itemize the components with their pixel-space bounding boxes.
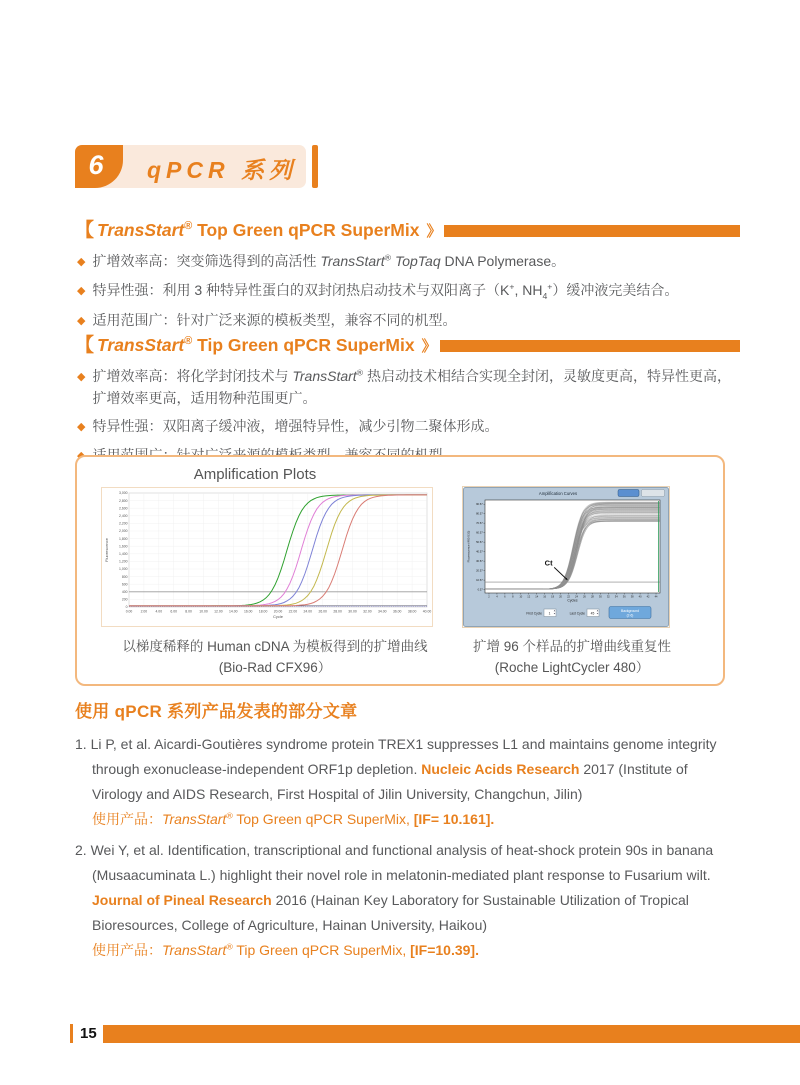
feature-item: [75, 366, 740, 409]
svg-text:26: 26: [582, 595, 586, 599]
svg-text:36.00: 36.00: [392, 609, 402, 614]
article-citation-2: 2. Wei Y, et al. Identification, transcriptional and functional analysis of heat-shock protein 90s in banana (Musaacuminata L.) highlight their novel role in melatonin-mediated plant response to Fusarium wilt. Journal of Pineal Research 2016 (Hainan Key Laboratory for Sustainable Utilization of Tropical Bioresources, College of Agriculture, Hainan University, Haikou): [75, 842, 714, 933]
svg-text:6.00: 6.00: [170, 609, 178, 614]
article-product-line-2: 使用产品：TransStart® Tip Green qPCR SuperMix, [IF=10.39].: [92, 941, 479, 958]
svg-text:16.00: 16.00: [243, 609, 253, 614]
svg-text:200: 200: [121, 597, 128, 602]
diamond-bullet-icon: ◆: [77, 371, 86, 383]
svg-text:50.57: 50.57: [476, 541, 483, 545]
feature-item: [75, 251, 740, 273]
svg-text:1: 1: [548, 611, 551, 616]
left-bracket-icon: 【: [75, 335, 95, 356]
svg-text:400: 400: [121, 590, 128, 594]
svg-text:0: 0: [125, 605, 128, 610]
svg-text:10: 10: [519, 595, 523, 599]
svg-text:2,400: 2,400: [119, 514, 128, 518]
feature-text: 扩增效率高：将化学封闭技术与 TransStart® 热启动技术相结合实现全封闭，灵敏度更高，特异性更高，扩增效率更高，适用物种范围更广。: [92, 367, 731, 406]
figure-box: [75, 455, 725, 686]
chevron-right-icon: 》: [426, 223, 442, 240]
svg-text:12.00: 12.00: [214, 609, 223, 614]
svg-text:40: 40: [638, 595, 642, 599]
lightcycler-chart: [462, 486, 670, 628]
svg-text:2.00: 2.00: [140, 609, 148, 614]
right-chart-caption: [458, 637, 686, 679]
svg-text:Cycles: Cycles: [567, 598, 578, 603]
svg-text:1,400: 1,400: [119, 552, 128, 556]
svg-text:30: 30: [598, 595, 602, 599]
caption-line: 扩增 96 个样品的扩增曲线重复性: [472, 639, 672, 654]
feature-text: 扩增效率高：突变筛选得到的高活性 TransStart® TopTaq DNA Polymerase。: [92, 252, 566, 269]
svg-text:32: 32: [606, 595, 610, 599]
svg-text:70.57: 70.57: [476, 522, 483, 526]
figure-title: Amplification Plots: [193, 466, 317, 483]
cfx96-chart: [101, 487, 433, 627]
svg-text:45: 45: [590, 611, 595, 616]
svg-text:22: 22: [567, 595, 570, 599]
page-number: 15: [80, 1025, 97, 1042]
svg-text:22.00: 22.00: [288, 609, 298, 614]
svg-text:18: 18: [551, 595, 555, 599]
svg-text:24.00: 24.00: [303, 609, 313, 614]
svg-text:0.57: 0.57: [477, 588, 483, 592]
svg-text:28: 28: [590, 595, 594, 599]
chapter-number-badge: 6: [75, 145, 123, 188]
diamond-bullet-icon: ◆: [77, 314, 86, 327]
cfx96-chart-svg: [102, 488, 432, 626]
svg-text:Last Cycle: Last Cycle: [569, 611, 585, 616]
feature-list: [75, 251, 740, 332]
feature-list: [75, 366, 740, 467]
caption-line: 以梯度稀释的 Human cDNA 为模板得到的扩增曲线: [122, 639, 428, 654]
svg-text:8: 8: [512, 595, 514, 599]
feature-item: [75, 280, 740, 303]
diamond-bullet-icon: ◆: [77, 421, 86, 434]
svg-text:36: 36: [622, 595, 626, 599]
articles-section: [75, 697, 739, 969]
svg-text:38.00: 38.00: [407, 609, 417, 614]
svg-text:1,000: 1,000: [119, 567, 128, 572]
svg-text:20.00: 20.00: [273, 609, 283, 614]
svg-text:34: 34: [614, 595, 618, 599]
svg-text:12: 12: [527, 595, 531, 599]
product-title: TransStart® Tip Green qPCR SuperMix: [97, 335, 415, 355]
svg-text:20.57: 20.57: [476, 569, 483, 573]
svg-text:6: 6: [504, 595, 506, 599]
chapter-banner-endbar: [312, 145, 318, 188]
svg-text:10.57: 10.57: [476, 579, 483, 583]
svg-text:2,800: 2,800: [119, 498, 128, 503]
svg-text:26.00: 26.00: [318, 609, 327, 614]
chapter-title: qPCR 系列: [147, 157, 297, 183]
product-title: TransStart® Top Green qPCR SuperMix: [97, 220, 420, 240]
product-section-tip-green: [75, 335, 740, 474]
svg-text:40.57: 40.57: [476, 550, 483, 554]
svg-text:(2-6): (2-6): [626, 613, 634, 618]
diamond-bullet-icon: ◆: [77, 284, 86, 297]
svg-text:30.57: 30.57: [476, 560, 483, 564]
svg-text:2,600: 2,600: [119, 506, 128, 511]
header-bar: [440, 340, 740, 352]
svg-text:1,200: 1,200: [119, 559, 128, 564]
svg-text:1,800: 1,800: [119, 536, 128, 541]
svg-text:14: 14: [535, 595, 539, 599]
chapter-banner: [75, 145, 318, 188]
svg-text:3,000: 3,000: [119, 491, 128, 496]
svg-text:24: 24: [575, 595, 578, 599]
svg-text:600: 600: [121, 582, 128, 587]
svg-text:90.57: 90.57: [476, 503, 483, 507]
svg-text:18.00: 18.00: [258, 609, 268, 614]
feature-item: [75, 310, 740, 332]
svg-text:2: 2: [488, 595, 490, 599]
svg-text:Background: Background: [620, 608, 640, 613]
articles-heading: 使用 qPCR 系列产品发表的部分文章: [75, 702, 358, 721]
svg-text:Amplification Curves: Amplification Curves: [538, 491, 578, 496]
svg-text:80.57: 80.57: [476, 512, 483, 516]
svg-text:4: 4: [496, 595, 498, 599]
svg-text:10.00: 10.00: [199, 609, 208, 614]
svg-text:34.00: 34.00: [378, 609, 387, 614]
article-citation-1: 1. Li P, et al. Aicardi-Goutières syndrome protein TREX1 suppresses L1 and maintains genome integrity through exonuclease-independent ORF1p depletion. Nucleic Acids Research 2017 (Institute of Virology and AIDS Research, First Hospital of Jilin University, Changchun, Jilin): [75, 736, 717, 802]
svg-text:44: 44: [654, 595, 658, 599]
svg-text:20: 20: [559, 595, 563, 599]
chapter-banner-bg: [75, 145, 306, 188]
product-section-top-green: [75, 220, 740, 339]
left-chart-caption: [93, 637, 457, 679]
article-product-line-1: 使用产品：TransStart® Top Green qPCR SuperMix, [IF= 10.161].: [92, 810, 495, 827]
caption-line: (Bio-Rad CFX96）: [218, 659, 332, 675]
feature-text: 特异性强：利用 3 种特异性蛋白的双封闭热启动技术与双阳离子（K+, $NH_4^+$）缓冲液完美结合。: [92, 281, 679, 301]
svg-text:800: 800: [121, 574, 128, 579]
svg-text:60.57: 60.57: [476, 531, 483, 535]
svg-text:32.00: 32.00: [363, 609, 372, 614]
footer-left-rule: [70, 1024, 73, 1043]
svg-text:Fluorescence: Fluorescence: [104, 537, 109, 563]
caption-line: (Roche LightCycler 480）: [494, 659, 650, 675]
svg-text:38: 38: [630, 595, 634, 599]
svg-text:Fluorescence (483-533): Fluorescence (483-533): [466, 530, 471, 563]
svg-text:2,200: 2,200: [119, 521, 128, 526]
svg-text:2,000: 2,000: [119, 529, 128, 534]
svg-text:42: 42: [646, 595, 650, 599]
svg-text:40.00: 40.00: [422, 609, 432, 614]
svg-text:0.00: 0.00: [125, 609, 133, 614]
section-header: [75, 335, 740, 356]
svg-text:30.00: 30.00: [348, 609, 357, 614]
svg-text:8.00: 8.00: [185, 609, 192, 614]
header-bar: [444, 225, 740, 237]
diamond-bullet-icon: ◆: [77, 256, 86, 268]
feature-text: 特异性强：双阳离子缓冲液，增强特异性，减少引物二聚体形成。: [92, 418, 499, 435]
footer-bar: [103, 1025, 800, 1043]
feature-item: [75, 416, 740, 438]
section-header: [75, 220, 740, 241]
lc480-chart-svg: [463, 487, 669, 627]
svg-text:4.00: 4.00: [155, 609, 163, 614]
svg-text:28.00: 28.00: [333, 609, 342, 614]
svg-text:Cycle: Cycle: [272, 614, 284, 619]
svg-text:1,600: 1,600: [119, 544, 128, 549]
svg-text:16: 16: [543, 595, 547, 599]
svg-text:Ct: Ct: [544, 558, 553, 568]
feature-text: 适用范围广：针对广泛来源的模板类型，兼容不同的机型。: [92, 311, 457, 328]
svg-text:First Cycle: First Cycle: [526, 611, 542, 616]
chevron-right-icon: 》: [421, 338, 437, 355]
left-bracket-icon: 【: [75, 220, 95, 241]
svg-text:14.00: 14.00: [229, 609, 238, 614]
